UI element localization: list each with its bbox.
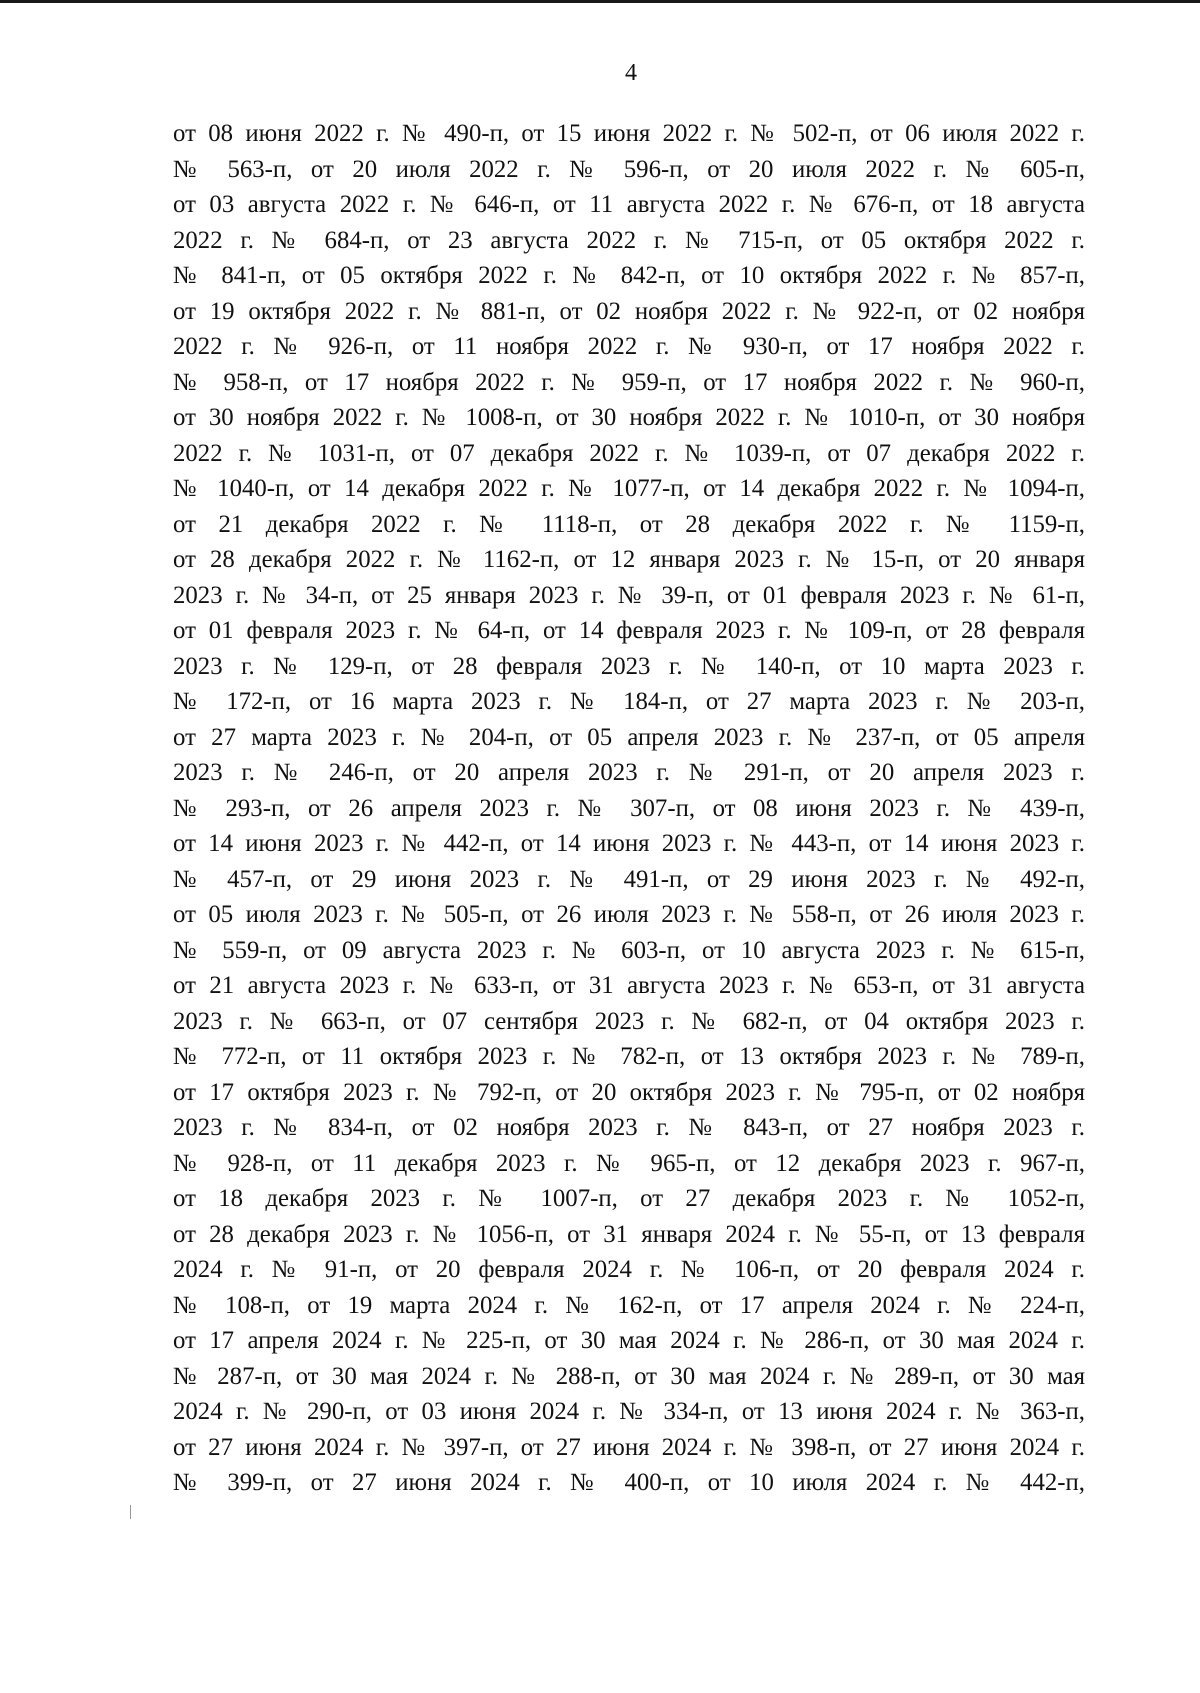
text-line: № 559-п, от 09 августа 2023 г. № 603-п, от 10 августа 2023 г. № 615-п, xyxy=(173,936,1085,964)
text-line: от 21 декабря 2022 г. № 1118-п, от 28 декабря 2022 г. № 1159-п, xyxy=(173,510,1085,538)
text-line: 2023 г. № 34-п, от 25 января 2023 г. № 39-п, от 01 февраля 2023 г. № 61-п, xyxy=(173,581,1085,609)
text-line: 2022 г. № 926-п, от 11 ноября 2022 г. № 930-п, от 17 ноября 2022 г. xyxy=(173,333,1085,360)
text-line: от 19 октября 2022 г. № 881-п, от 02 ноября 2022 г. № 922-п, от 02 ноября xyxy=(173,297,1085,325)
text-line: от 27 марта 2023 г. № 204-п, от 05 апреля 2023 г. № 237-п, от 05 апреля xyxy=(173,723,1085,751)
text-line: № 457-п, от 29 июня 2023 г. № 491-п, от 29 июня 2023 г. № 492-п, xyxy=(173,865,1085,893)
text-line: от 28 декабря 2023 г. № 1056-п, от 31 января 2024 г. № 55-п, от 13 февраля xyxy=(173,1220,1085,1248)
text-line: № 293-п, от 26 апреля 2023 г. № 307-п, от 08 июня 2023 г. № 439-п, xyxy=(173,794,1085,822)
text-line: 2023 г. № 129-п, от 28 февраля 2023 г. № 140-п, от 10 марта 2023 г. xyxy=(173,652,1085,680)
text-line: 2024 г. № 91-п, от 20 февраля 2024 г. № 106-п, от 20 февраля 2024 г. xyxy=(173,1256,1085,1283)
text-line: № 958-п, от 17 ноября 2022 г. № 959-п, от 17 ноября 2022 г. № 960-п, xyxy=(173,368,1085,396)
text-line: от 21 августа 2023 г. № 633-п, от 31 августа 2023 г. № 653-п, от 31 августа xyxy=(173,972,1085,999)
page-number: 4 xyxy=(625,60,637,86)
text-line: от 28 декабря 2022 г. № 1162-п, от 12 января 2023 г. № 15-п, от 20 января xyxy=(173,546,1085,573)
text-line: от 18 декабря 2023 г. № 1007-п, от 27 декабря 2023 г. № 1052-п, xyxy=(173,1185,1085,1212)
text-line: № 772-п, от 11 октября 2023 г. № 782-п, от 13 октября 2023 г. № 789-п, xyxy=(173,1043,1085,1070)
text-line: от 17 октября 2023 г. № 792-п, от 20 октября 2023 г. № 795-п, от 02 ноября xyxy=(173,1078,1085,1106)
text-line: от 17 апреля 2024 г. № 225-п, от 30 мая 2024 г. № 286-п, от 30 мая 2024 г. xyxy=(173,1327,1085,1354)
text-line: № 287-п, от 30 мая 2024 г. № 288-п, от 30 мая 2024 г. № 289-п, от 30 мая xyxy=(173,1362,1085,1390)
text-line: 2024 г. № 290-п, от 03 июня 2024 г. № 334-п, от 13 июня 2024 г. № 363-п, xyxy=(173,1398,1085,1425)
text-line: 2023 г. № 834-п, от 02 ноября 2023 г. № 843-п, от 27 ноября 2023 г. xyxy=(173,1114,1085,1141)
text-line: от 14 июня 2023 г. № 442-п, от 14 июня 2023 г. № 443-п, от 14 июня 2023 г. xyxy=(173,830,1085,857)
text-line: № 399-п, от 27 июня 2024 г. № 400-п, от 10 июля 2024 г. № 442-п, xyxy=(173,1469,1085,1496)
text-line: от 30 ноября 2022 г. № 1008-п, от 30 ноября 2022 г. № 1010-п, от 30 ноября xyxy=(173,404,1085,431)
text-line: от 08 июня 2022 г. № 490-п, от 15 июня 2022 г. № 502-п, от 06 июля 2022 г. xyxy=(173,120,1085,147)
scan-speck xyxy=(130,1505,131,1519)
text-line: от 03 августа 2022 г. № 646-п, от 11 августа 2022 г. № 676-п, от 18 августа xyxy=(173,191,1085,218)
text-line: № 172-п, от 16 марта 2023 г. № 184-п, от 27 марта 2023 г. № 203-п, xyxy=(173,688,1085,715)
text-line: 2023 г. № 663-п, от 07 сентября 2023 г. № 682-п, от 04 октября 2023 г. xyxy=(173,1007,1085,1035)
text-line: 2022 г. № 1031-п, от 07 декабря 2022 г. № 1039-п, от 07 декабря 2022 г. xyxy=(173,439,1085,467)
text-line: от 05 июля 2023 г. № 505-п, от 26 июля 2023 г. № 558-п, от 26 июля 2023 г. xyxy=(173,901,1085,928)
text-line: от 01 февраля 2023 г. № 64-п, от 14 февраля 2023 г. № 109-п, от 28 февраля xyxy=(173,617,1085,644)
scan-top-edge xyxy=(0,0,1200,3)
text-line: № 928-п, от 11 декабря 2023 г. № 965-п, от 12 декабря 2023 г. 967-п, xyxy=(173,1149,1085,1177)
text-line: № 841-п, от 05 октября 2022 г. № 842-п, от 10 октября 2022 г. № 857-п, xyxy=(173,262,1085,289)
text-line: № 1040-п, от 14 декабря 2022 г. № 1077-п, от 14 декабря 2022 г. № 1094-п, xyxy=(173,475,1085,502)
text-line: 2023 г. № 246-п, от 20 апреля 2023 г. № 291-п, от 20 апреля 2023 г. xyxy=(173,759,1085,786)
text-line: от 27 июня 2024 г. № 397-п, от 27 июня 2024 г. № 398-п, от 27 июня 2024 г. xyxy=(173,1433,1085,1461)
text-line: № 108-п, от 19 марта 2024 г. № 162-п, от 17 апреля 2024 г. № 224-п, xyxy=(173,1291,1085,1319)
body-text xyxy=(173,116,1085,1501)
text-line: № 563-п, от 20 июля 2022 г. № 596-п, от 20 июля 2022 г. № 605-п, xyxy=(173,155,1085,183)
text-line: 2022 г. № 684-п, от 23 августа 2022 г. № 715-п, от 05 октября 2022 г. xyxy=(173,226,1085,254)
